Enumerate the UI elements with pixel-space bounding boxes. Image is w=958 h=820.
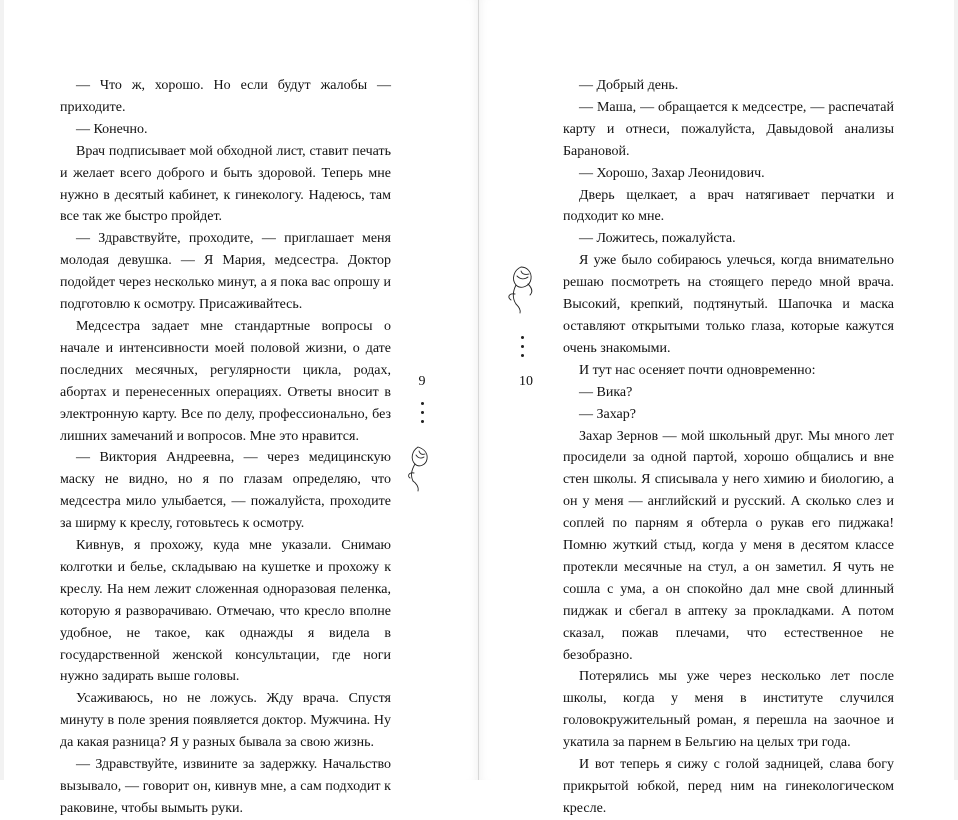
paragraph: — Здравствуйте, извините за задержку. Начальство вызывало, — говорит он, кивнув мне, а сам подходит к раковине, чтобы вымыть руки. <box>60 757 391 816</box>
dot <box>421 420 424 423</box>
right-page <box>479 0 958 816</box>
paragraph: — Захар? <box>579 406 636 422</box>
paragraph: — Добрый день. <box>579 78 679 93</box>
floral-sketch-icon <box>504 262 538 314</box>
page-number: 9 <box>418 374 426 389</box>
floral-sketch-icon <box>404 443 434 493</box>
paragraph: — Маша, — обращается к медсестре, — распечатай карту и отнеси, пожалуйста, Давыдовой анализы Барановой. <box>563 99 894 159</box>
paragraph: Усаживаюсь, но не ложусь. Жду врача. Спустя минуту в поле зрения появляется доктор. Мужчина. Ну да какая разница? Я у разных бывала за свою жизнь. <box>60 691 391 751</box>
dot <box>521 354 524 357</box>
paragraph: — Здравствуйте, проходите, — приглашает меня молодая девушка. — Я Мария, медсестра. Доктор подойдет через несколько минут, а я пока вас опрошу и подготовлю к осмотру. Присаживайтесь. <box>60 231 391 313</box>
paragraph: Кивнув, я прохожу, куда мне указали. Снимаю колготки и белье, складываю на кушетке и прохожу к креслу. На нем лежит сложенная одноразовая пеленка, которую я разворачиваю. Отмечаю, что кресло вполне удобное, не такое, как однажды я видела в государственной женской консультации, где ноги нужно задирать выше головы. <box>60 538 391 685</box>
paragraph: Потерялись мы уже через несколько лет после школы, когда у меня в институте случился головокружительный роман, я перешла на заочное и укатила за парнем в Бельгию на целых три года. <box>563 669 894 751</box>
left-page-text <box>60 75 391 820</box>
paragraph: — Вика? <box>579 384 633 400</box>
dot <box>521 336 524 339</box>
paragraph: — Виктория Андреевна, — через медицинскую маску не видно, но я по глазам определяю, что медсестра мило улыбается, — пожалуйста, проходите за ширму к креслу, готовьтесь к осмотру. <box>60 450 391 532</box>
folio-dots <box>419 402 425 423</box>
dot <box>421 402 424 405</box>
paragraph: Врач подписывает мой обходной лист, ставит печать и желает всего доброго и быть здоровой. Теперь мне нужно в десятый кабинет, к гинекологу. Надеюсь, там все так же быстро пройдет. <box>60 143 391 225</box>
dot <box>521 345 524 348</box>
paragraph: Захар Зернов — мой школьный друг. Мы много лет просидели за одной партой, хорошо общались и вне стен школы. Я списывала у него химию и биологию, а он у меня — английский и русский. А сколько слез и соплей по парням я обтерла о рукав его пиджака! Помню жуткий стыд, когда у меня в десятом классе протекли месячные на стул, а он заметил. Я чуть не сошла с ума, а он спокойно дал мне свой длинный пиджак и сбегал в аптеку за прокладками. А потом сказал, пожав плечами, что естественное не безобразно. <box>563 428 894 663</box>
page-number: 10 <box>519 374 533 389</box>
folio-dots <box>519 336 525 357</box>
right-page-text <box>563 75 894 820</box>
paragraph: — Хорошо, Захар Леонидович. <box>579 165 765 181</box>
paragraph: И тут нас осеняет почти одновременно: <box>579 362 816 378</box>
paragraph: — Ложитесь, пожалуйста. <box>579 231 736 247</box>
paragraph: Дверь щелкает, а врач натягивает перчатки и подходит ко мне. <box>563 187 894 225</box>
paragraph: — Конечно. <box>76 121 148 137</box>
paragraph: — Что ж, хорошо. Но если будут жалобы — приходите. <box>60 78 391 115</box>
dot <box>421 411 424 414</box>
paragraph: Медсестра задает мне стандартные вопросы о начале и интенсивности моей половой жизни, о дате последних месячных, регулярности цикла, родах, абортах и перенесенных операциях. Ответы вносит в электронную карту. Все по делу, профессионально, без лишних замечаний и вопросов. Мне это нравится. <box>60 318 391 444</box>
page-edge <box>0 0 4 780</box>
page-edge <box>954 0 958 780</box>
paragraph: Я уже было собираюсь улечься, когда внимательно решаю посмотреть на стоящего передо мной врача. Высокий, крепкий, подтянутый. Шапочка и маска оставляют открытыми только глаза, которые кажутся очень знакомыми. <box>563 253 894 356</box>
paragraph: И вот теперь я сижу с голой задницей, слава богу прикрытой юбкой, перед ним на гинекологическом кресле. <box>563 757 894 816</box>
left-page <box>0 0 479 816</box>
